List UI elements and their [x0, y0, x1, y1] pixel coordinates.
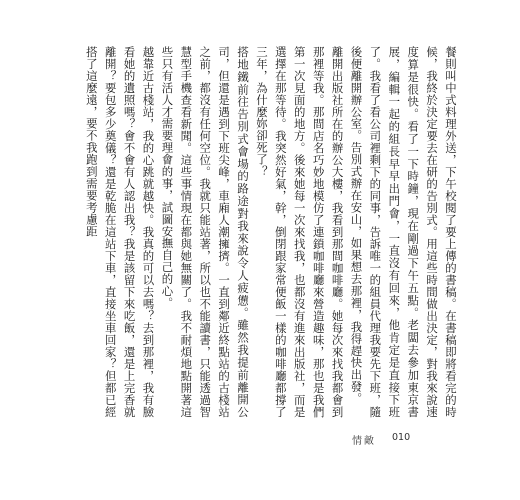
body-text — [84, 46, 460, 418]
running-title: 情敵 — [352, 436, 376, 447]
page-number: 010 — [392, 432, 411, 443]
paragraph-3: 搭地鐵前往告別式會場的路途對我來說令人疲憊。雖然我提前離開公司，但還是遇到下班尖峰，車廂人潮擁擠。一直到鄰近終點站的古棧站之前，都沒有任何空位。我就只能站著，所以也不能讀書，只能透過智慧型手機查看新聞。這些事情現在都與她無關了。我不耐煩地點開著這些只有活人才需要理會的事，試圖安撫自己的心。 — [160, 46, 251, 418]
paragraph-2: 離開出版社所在的辦公大樓，我看到那間咖啡廳。她每次來找我都會到那裡等我。那間店名巧妙地模仿了連鎖咖啡廳來營造趣味，那也是我們第一次見面的地方。後來她每一次來找我，也都沒有進來出版社，而是選擇在那等待。我突然好氣，幹，倒閉跟家常便飯一樣的咖啡廳都撐了三年，為什麼妳卻死了？ — [254, 46, 345, 418]
paragraph-4: 越靠近古棧站，我的心跳就越快。我真的可以去嗎？去到那裡，我有臉看她的遺照嗎？會不會有人認出我？我是該留下來吃飯，還是上完香就離開？要包多少奠儀？還是乾脆在這站下車，直接坐車回家？但都已經搭了這麼遠，要不我跑到需要考慮距 — [84, 46, 156, 418]
paragraph-1: 餐則叫中式料理外送，下午校閱了要上傳的書稿。在書稿即將看完的時候，我終於決定要去在研的告別式。用這些時間做出決定，對我來說速度算是很快。看了一下時鐘，現在剛過下午五點。老闆去參加東京書展，編輯一起的組長早早出門會，一直沒有回來，他肯定是直接下班了。我看了看公司裡剩下的同事，告訴唯一的組員代理我要先下班，隨後便離開辦公室。告別式辦在安山，如果想去那裡，我得趕快出發。 — [349, 46, 458, 418]
page-footer — [0, 432, 520, 448]
